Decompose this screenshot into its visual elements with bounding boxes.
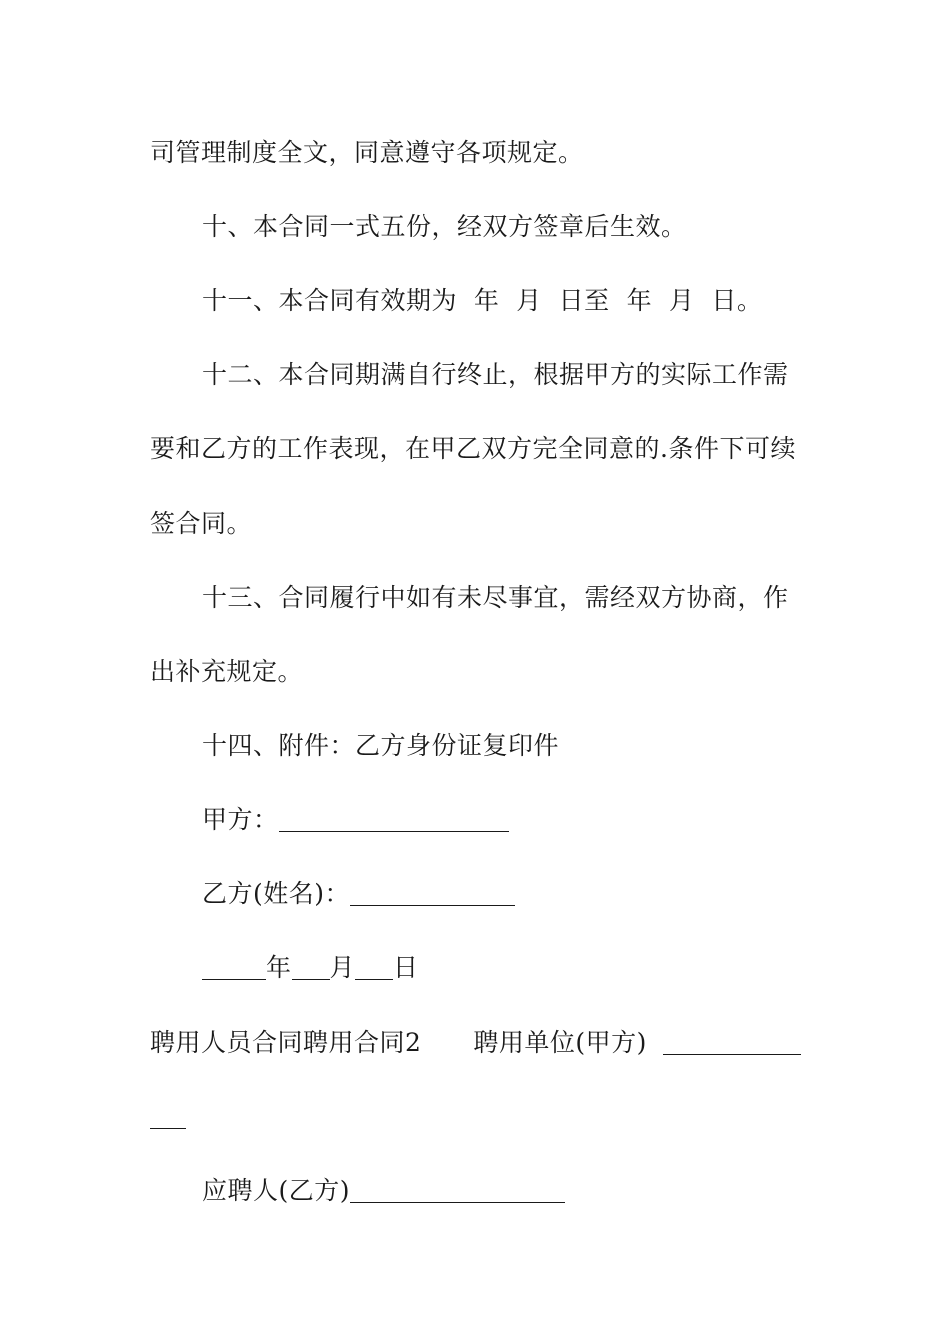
clause-12-line-2: 要和乙方的工作表现，在甲乙双方完全同意的.条件下可续 (150, 434, 796, 463)
year-label: 年 (266, 953, 292, 982)
party-a-signature (202, 803, 810, 837)
party-b-label: 乙方(姓名)： (202, 879, 351, 908)
employee-line (202, 1174, 810, 1208)
contract-2-title: 聘用人员合同聘用合同2 (150, 1028, 422, 1057)
day-label: 日 (393, 953, 419, 982)
signature-date (202, 951, 810, 985)
month-label: 月 (329, 953, 356, 982)
party-a-label: 甲方： (202, 805, 279, 834)
clause-10: 十、本合同一式五份，经双方签章后生效。 (202, 212, 687, 241)
party-b-signature (202, 877, 810, 911)
employer-blank-continued (150, 1100, 810, 1134)
clause-11: 十一、本合同有效期为 年 月 日至 年 月 日。 (202, 286, 763, 315)
month-blank[interactable] (292, 955, 330, 980)
party-b-blank[interactable] (350, 881, 515, 906)
clause-12-line-1: 十二、本合同期满自行终止，根据甲方的实际工作需 (202, 360, 789, 389)
employer-blank-wrap[interactable] (150, 1104, 186, 1129)
employee-label: 应聘人(乙方) (202, 1176, 351, 1205)
clause-13-line-1: 十三、合同履行中如有未尽事宜，需经双方协商，作 (202, 583, 789, 612)
employer-label: 聘用单位(甲方) (473, 1028, 647, 1057)
paragraph-continuation: 司管理制度全文，同意遵守各项规定。 (150, 138, 584, 167)
clause-14: 十四、附件：乙方身份证复印件 (202, 731, 560, 760)
employee-blank[interactable] (350, 1178, 565, 1203)
clause-13-line-2: 出补充规定。 (150, 657, 304, 686)
contract-2-header (150, 1026, 810, 1060)
party-a-blank[interactable] (279, 807, 509, 832)
year-blank[interactable] (202, 955, 266, 980)
employer-blank[interactable] (663, 1030, 801, 1055)
clause-12-line-3: 签合同。 (150, 509, 253, 538)
day-blank[interactable] (355, 955, 393, 980)
